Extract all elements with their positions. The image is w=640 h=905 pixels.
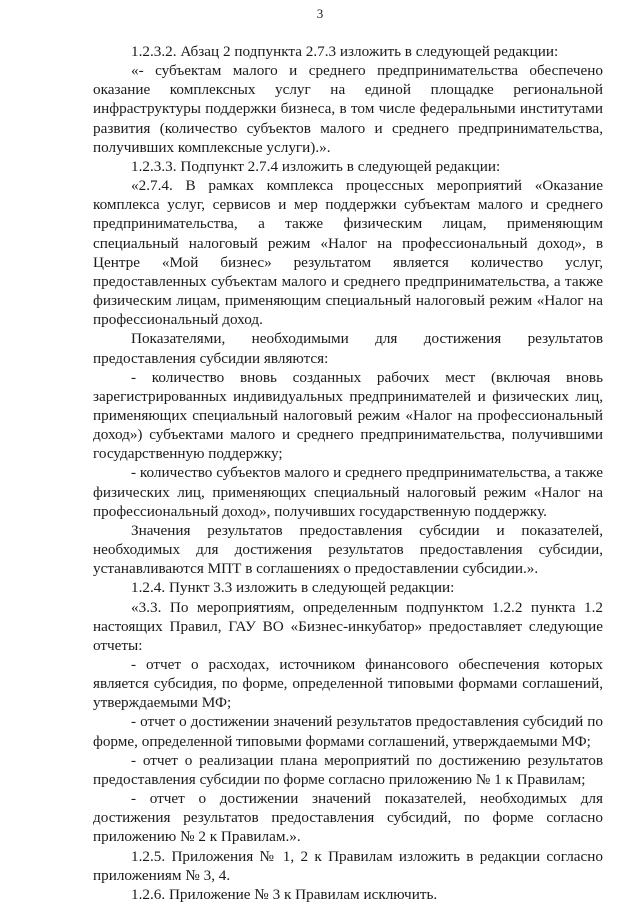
paragraph: - отчет о достижении значений показателей, необходимых для достижения результатов предоставления субсидий, по форме согласно приложению № 2 к Правилам.». (93, 790, 603, 846)
paragraph: 1.2.6. Приложение № 3 к Правилам исключить. (131, 885, 438, 903)
paragraph: Показателями, необходимыми для достижения результатов предоставления субсидии являются: (93, 330, 603, 367)
paragraph: Значения результатов предоставления субсидии и показателей, необходимых для достижения результатов предоставления субсидии, устанавливаются МПТ в соглашениях о предоставлении субсидии.». (93, 521, 603, 578)
paragraph: «3.3. По мероприятиям, определенным подпунктом 1.2.2 пункта 1.2 настоящих Правил, ГАУ ВО «Бизнес-инкубатор» предоставляет следующие отчеты: (93, 598, 603, 654)
paragraph: 1.2.3.2. Абзац 2 подпункта 2.7.3 изложить в следующей редакции: (131, 43, 559, 60)
paragraph: - количество вновь созданных рабочих мест (включая вновь зарегистрированных индивидуальных предпринимателей и физических лиц, применяющих специальный налоговый режим «Налог на профессиональный доход») субъектами малого и среднего предпринимательства, получившими государственную поддержку; (93, 368, 603, 463)
page-number: 3 (316, 6, 324, 21)
paragraph: - отчет о реализации плана мероприятий по достижению результатов предоставления субсидии по форме согласно приложению № 1 к Правилам; (93, 751, 603, 788)
paragraph: 1.2.5. Приложения № 1, 2 к Правилам изложить в редакции согласно приложениям № 3, 4. (93, 847, 603, 884)
paragraph: 1.2.3.3. Подпункт 2.7.4 изложить в следующей редакции: (131, 157, 501, 175)
paragraph: - отчет о достижении значений результатов предоставления субсидий по форме, определенной типовыми формами соглашений, утверждаемыми МФ; (93, 713, 603, 750)
paragraph: - отчет о расходах, источником финансового обеспечения которых является субсидия, по форме, определенной типовыми формами соглашений, утверждаемыми МФ; (93, 656, 603, 712)
paragraph: «- субъектам малого и среднего предпринимательства обеспечено оказание комплексных услуг на единой площадке региональной инфраструктуры поддержки бизнеса, в том числе федеральными институтами развития (количество субъектов малого и среднего предпринимательства, получивших комплексные услуги).». (93, 62, 603, 156)
paragraph: «2.7.4. В рамках комплекса процессных мероприятий «Оказание комплекса услуг, сервисов и мер поддержки субъектам малого и среднего предпринимательства, а также физическим лицам, применяющим специальный налоговый режим «Налог на профессиональный доход», в Центре «Мой бизнес» результатом является количество услуг, предоставленных субъектам малого и среднего предпринимательства, а также физическим лицам, применяющим специальный налоговый режим «Налог на профессиональный доход. (93, 177, 603, 329)
paragraph: 1.2.4. Пункт 3.3 изложить в следующей редакции: (131, 579, 455, 597)
paragraph: - количество субъектов малого и среднего предпринимательства, а также физических лиц, применяющих специальный налоговый режим «Налог на профессиональный доход», получивших государственную поддержку. (93, 464, 603, 520)
document-body (93, 42, 603, 904)
